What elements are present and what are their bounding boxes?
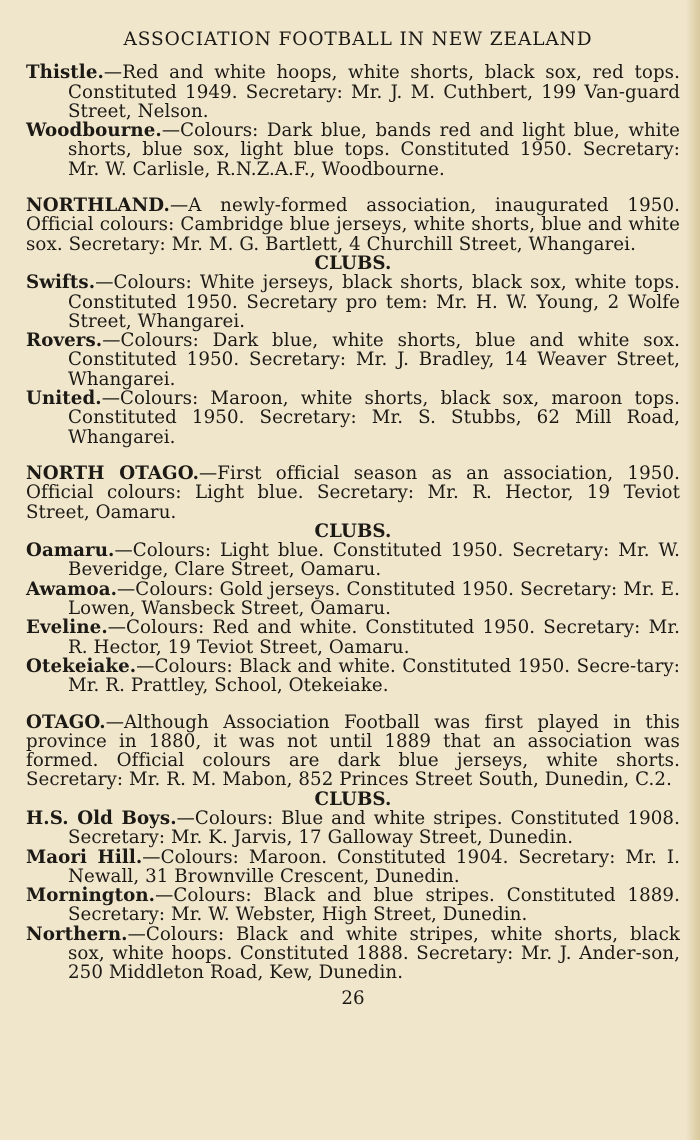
association-name: NORTH OTAGO.: [26, 462, 200, 484]
association-name: OTAGO.: [26, 711, 106, 733]
club-entry-thistle: [26, 63, 680, 121]
club-entry-woodbourne: [26, 121, 680, 179]
clubs-heading: CLUBS.: [314, 252, 392, 274]
club-details: —Colours: Maroon, white shorts, black sox, maroon tops. Constituted 1950. Secretary: Mr. S. Stubbs, 62 Mill Road, Whangarei.: [68, 388, 680, 448]
book-page: [26, 30, 680, 1008]
club-name: Maori Hill.: [26, 846, 143, 868]
association-north-otago: [26, 464, 680, 522]
club-name: Oamaru.: [26, 540, 115, 562]
club-name: Swifts.: [26, 272, 96, 294]
club-entry-rovers: [26, 331, 680, 389]
association-details: —A newly-formed association, inaugurated 1950. Official colours: Cambridge blue jerseys, white shorts, blue and white sox. Secretary: Mr. M. G. Bartlett, 4 Churchill Street, Whangarei.: [26, 195, 680, 255]
club-details: —Colours: Dark blue, white shorts, blue and white sox. Constituted 1950. Secretary: Mr. J. Bradley, 14 Weaver Street, Whangarei.: [68, 330, 680, 390]
association-details: —First official season as an association, 1950. Official colours: Light blue. Secretary: Mr. R. Hector, 19 Teviot Street, Oamaru.: [26, 462, 680, 523]
club-entry-oamaru: [26, 541, 680, 580]
club-name: Rovers.: [26, 330, 103, 352]
association-name: NORTHLAND.: [26, 195, 170, 217]
club-name: H.S. Old Boys.: [26, 807, 177, 829]
club-entry-mornington: [26, 886, 680, 925]
page-edge: [686, 0, 700, 1140]
club-entry-maori-hill: [26, 848, 680, 887]
club-name: Eveline.: [26, 617, 108, 639]
club-entry-eveline: [26, 618, 680, 657]
club-name: Mornington.: [26, 885, 156, 907]
club-details: —Colours: Black and white stripes, white shorts, black sox, white hoops. Constituted 1888. Secretary: Mr. J. Ander-son, 250 Middleton Road, Kew, Dunedin.: [68, 923, 680, 984]
club-name: Awamoa.: [26, 578, 118, 600]
club-entry-otekeiake: [26, 657, 680, 696]
club-name: Northern.: [26, 923, 128, 945]
club-entry-northern: [26, 925, 680, 983]
club-details: —Colours: Black and blue stripes. Constituted 1889. Secretary: Mr. W. Webster, High Street, Dunedin.: [68, 885, 680, 926]
club-entry-awamoa: [26, 580, 680, 619]
club-details: —Colours: Red and white. Constituted 1950. Secretary: Mr. R. Hector, 19 Teviot Street, Oamaru.: [68, 617, 680, 658]
page-number: 26: [341, 987, 365, 1009]
club-details: —Colours: White jerseys, black shorts, black sox, white tops. Constituted 1950. Secretary pro tem: Mr. H. W. Young, 2 Wolfe Street, Whangarei.: [68, 272, 680, 332]
club-details: —Colours: Dark blue, bands red and light blue, white shorts, blue sox, light blue tops. Constituted 1950. Secretary: Mr. W. Carlisle, R.N.Z.A.F., Woodbourne.: [68, 120, 680, 180]
club-details: —Colours: Black and white. Constituted 1950. Secre-tary: Mr. R. Prattley, School, Otekeiake.: [68, 655, 680, 697]
association-otago: [26, 713, 680, 790]
club-entry-swifts: [26, 273, 680, 331]
club-details: —Colours: Gold jerseys. Constituted 1950. Secretary: Mr. E. Lowen, Wansbeck Street, Oamaru.: [68, 578, 680, 620]
club-name: Woodbourne.: [26, 120, 162, 142]
running-head: ASSOCIATION FOOTBALL IN NEW ZEALAND: [123, 29, 593, 50]
club-details: —Colours: Light blue. Constituted 1950. Secretary: Mr. W. Beveridge, Clare Street, Oamaru.: [68, 540, 680, 581]
club-name: United.: [26, 388, 102, 410]
club-details: —Colours: Maroon. Constituted 1904. Secretary: Mr. I. Newall, 31 Brownville Crescent, Dunedin.: [68, 846, 680, 887]
club-entry-hs-old-boys: [26, 809, 680, 848]
association-details: —Although Association Football was first played in this province in 1880, it was not until 1889 that an association was formed. Official colours are dark blue jerseys, white shorts. Secretary: Mr. R. M. Mabon, 852 Princes Street South, Dunedin, C.2.: [26, 711, 680, 791]
association-northland: [26, 196, 680, 254]
club-details: —Red and white hoops, white shorts, black sox, red tops. Constituted 1949. Secretary: Mr. J. M. Cuthbert, 199 Van-guard Street, Nelson.: [68, 62, 680, 122]
club-name: Thistle.: [26, 62, 104, 84]
club-entry-united: [26, 389, 680, 447]
club-name: Otekeiake.: [26, 655, 137, 677]
clubs-heading: CLUBS.: [314, 520, 392, 542]
club-details: —Colours: Blue and white stripes. Constituted 1908. Secretary: Mr. K. Jarvis, 17 Galloway Street, Dunedin.: [68, 807, 680, 849]
clubs-heading: CLUBS.: [314, 788, 392, 810]
